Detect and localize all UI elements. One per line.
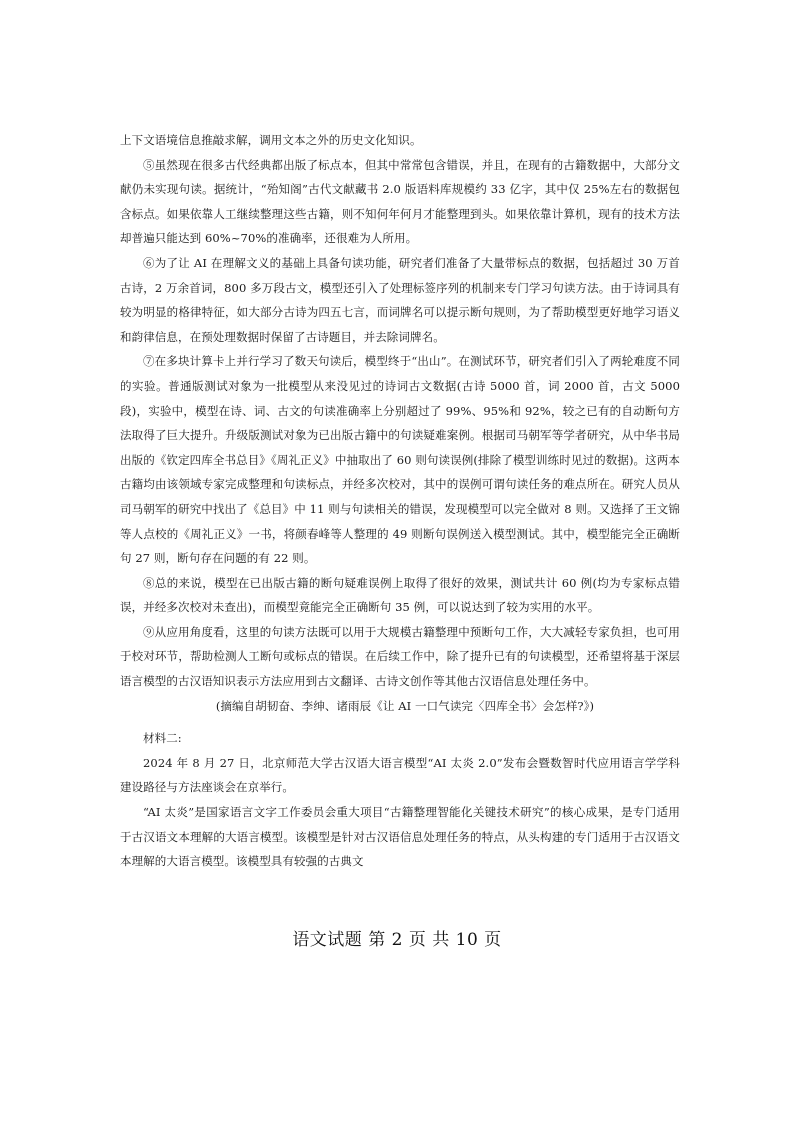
paragraph-8: ⑧总的来说，模型在已出版古籍的断句疑难误例上取得了很好的效果，测试共计 60 例(均为专家标点错误，并经多次校对未查出)，而模型竟能完全正确断句 35 例，可以说达到了较为实用的水平。 [120, 575, 680, 615]
paragraph-9: ⑨从应用角度看，这里的句读方法既可以用于大规模古籍整理中预断句工作，大大减轻专家负担，也可用于校对环节，帮助检测人工断句或标点的错误。在后续工作中，除了提升已有的句读模型，还希望将基于深层语言模型的古汉语知识表示方法应用到古文翻译、古诗文创作等其他古汉语信息处理任务中。 [120, 624, 680, 689]
material-2-label: 材料二: [143, 731, 182, 746]
article-body [120, 128, 680, 874]
material-2-paragraph-2: “AI 太炎”是国家语言文字工作委员会重大项目“古籍整理智能化关键技术研究”的核心成果，是专门适用于古汉语文本理解的大语言模型。该模型是针对古汉语信息处理任务的特点，从头构建的专门适用于古汉语文本理解的大语言模型。该模型具有较强的古典文 [120, 805, 680, 869]
paragraph-7: ⑦在多块计算卡上并行学习了数天句读后，模型终于“出山”。在测试环节，研究者们引入了两轮难度不同的实验。普通版测试对象为一批模型从来没见过的诗词古文数据(古诗 5000 首，词 2000 首，古文 5000 段)，实验中，模型在诗、词、古文的句读准确率上分别超过了 99%、95%和 92%，较之已有的自动断句方法取得了巨大提升。升级版测试对象为已出版古籍中的句读疑难案例。根据司马朝军等学者研究，从中华书局出版的《钦定四库全书总目》《周礼正义》中抽取出了 60 则句读误例(排除了模型训练时见过的数据)。这两本古籍均由该领域专家完成整理和句读标点，并经多次校对，其中的误例可谓句读任务的难点所在。研究人员从司马朝军的研究中找出了《总目》中 11 则与句读相关的错误，发现模型可以完全做对 8 则。又选择了王文锦等人点校的《周礼正义》一书，将颜春峰等人整理的 49 则断句误例送入模型测试。其中，模型能完全正确断句 27 则，断句存在问题的有 22 则。 [120, 354, 680, 566]
source-citation: (摘编自胡韧奋、李绅、诸雨辰《让 AI 一口气读完〈四库全书〉会怎样?》) [215, 698, 595, 713]
paragraph-6: ⑥为了让 AI 在理解文义的基础上具备句读功能，研究者们准备了大量带标点的数据，包括超过 30 万首古诗，2 万余首词，800 多万段古文，模型还引入了处理标签序列的机制来专门学习句读方法。由于诗词具有较为明显的格律特征，如大部分古诗为四五七言，而词牌名可以提示断句规则，为了帮助模型更好地学习语义和韵律信息，在预处理数据时保留了古诗题目，并去除词牌名。 [120, 255, 680, 344]
paragraph-continuation: 上下文语境信息推敲求解，调用文本之外的历史文化知识。 [120, 133, 422, 147]
page-footer: 语文试题 第 2 页 共 10 页 [292, 930, 502, 950]
paragraph-5: ⑤虽然现在很多古代经典都出版了标点本，但其中常常包含错误，并且，在现有的古籍数据中，大部分文献仍未实现句读。据统计，“殆知阁”古代文献藏书 2.0 版语料库规模约 33 亿字，其中仅 25%左右的数据包含标点。如果依靠人工继续整理这些古籍，则不知何年何月才能整理到头。如果依靠计算机，现有的技术方法却普遍只能达到 60%~70%的准确率，还很难为人所用。 [120, 157, 680, 246]
material-2-paragraph-1: 2024 年 8 月 27 日，北京师范大学古汉语大语言模型“AI 太炎 2.0”发布会暨数智时代应用语言学学科建设路径与方法座谈会在京举行。 [120, 755, 680, 795]
